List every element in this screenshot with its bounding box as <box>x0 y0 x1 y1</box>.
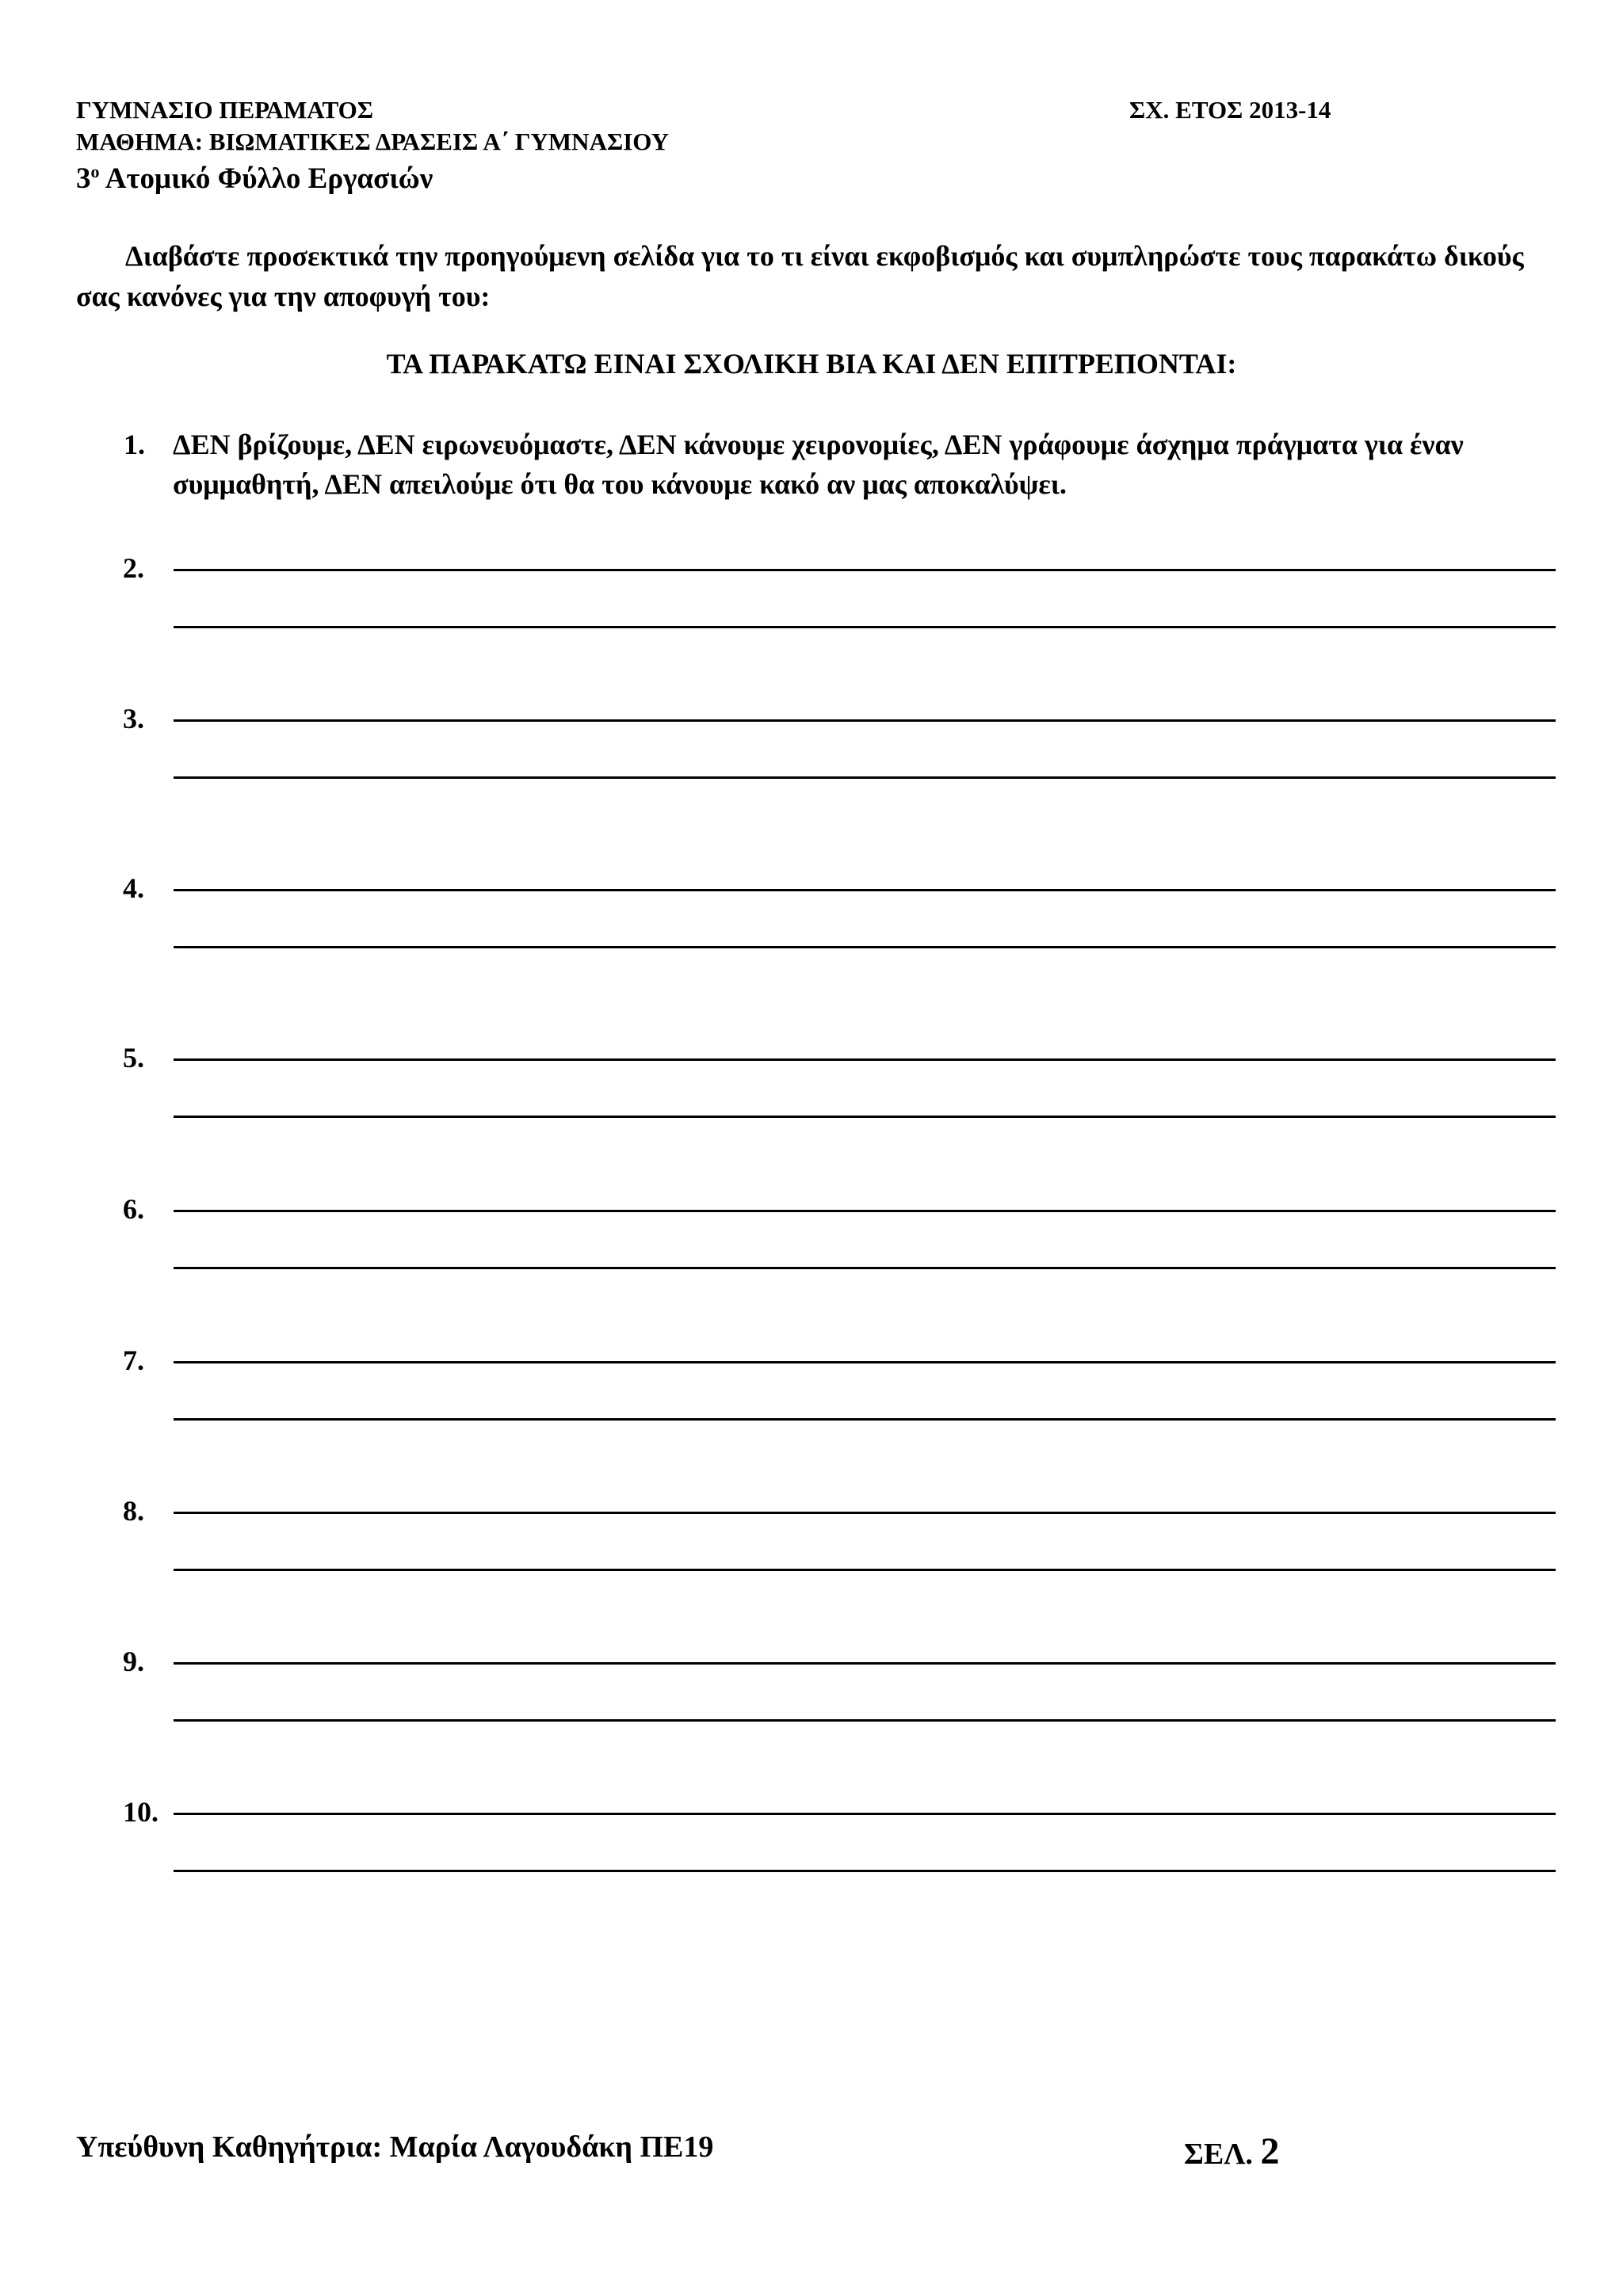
teacher-credit: Υπεύθυνη Καθηγήτρια: Μαρία Λαγουδάκη ΠΕ19 <box>76 2130 714 2164</box>
blank-rule-2[interactable] <box>0 552 1623 664</box>
rule-number: 6. <box>123 1193 144 1225</box>
answer-line[interactable] <box>174 1058 1556 1061</box>
instructions-paragraph: Διαβάστε προσεκτικά την προηγούμενη σελίδα για το τι είναι εκφοβισμός και συμπληρώστε τους παρακάτω δικούς σας κανόνες για την αποφυγή του: <box>76 240 1524 312</box>
answer-line[interactable] <box>174 1512 1556 1514</box>
answer-line[interactable] <box>174 1418 1556 1421</box>
answer-line[interactable] <box>174 569 1556 571</box>
sheet-title-text: Ατομικό Φύλλο Εργασιών <box>99 162 433 195</box>
rule-number: 9. <box>123 1646 144 1677</box>
sheet-number: 3 <box>76 162 91 195</box>
rule-number: 5. <box>123 1042 144 1074</box>
blank-rule-3[interactable] <box>0 703 1623 814</box>
page-number <box>1184 2130 1279 2173</box>
rule-number: 1. <box>124 429 145 460</box>
answer-line[interactable] <box>174 889 1556 891</box>
school-name: ΓΥΜΝΑΣΙΟ ΠΕΡΑΜΑΤΟΣ <box>76 96 374 124</box>
answer-line[interactable] <box>174 1210 1556 1212</box>
answer-line[interactable] <box>174 1361 1556 1363</box>
blank-rule-4[interactable] <box>0 872 1623 984</box>
sheet-ordinal: ο <box>90 162 100 181</box>
school-year: ΣΧ. ΕΤΟΣ 2013-14 <box>1129 96 1331 124</box>
blank-rule-7[interactable] <box>0 1344 1623 1456</box>
blank-rule-6[interactable] <box>0 1193 1623 1305</box>
page-label: ΣΕΛ. <box>1184 2138 1261 2171</box>
rule-number: 8. <box>123 1495 144 1527</box>
subject-line: ΜΑΘΗΜΑ: ΒΙΩΜΑΤΙΚΕΣ ΔΡΑΣΕΙΣ Α΄ ΓΥΜΝΑΣΙΟΥ <box>76 128 669 155</box>
answer-line[interactable] <box>174 1116 1556 1118</box>
answer-line[interactable] <box>174 1813 1556 1815</box>
answer-line[interactable] <box>174 776 1556 779</box>
rule-number: 7. <box>123 1344 144 1376</box>
rule-number: 3. <box>123 703 144 734</box>
sheet-title <box>76 162 433 196</box>
answer-line[interactable] <box>174 1870 1556 1872</box>
blank-rule-9[interactable] <box>0 1646 1623 1757</box>
rule-number: 2. <box>123 552 144 584</box>
answer-line[interactable] <box>174 626 1556 628</box>
rule-number: 4. <box>123 872 144 904</box>
rule-text: ΔΕΝ βρίζουμε, ΔΕΝ ειρωνευόμαστε, ΔΕΝ κάνουμε χειρονομίες, ΔΕΝ γράφουμε άσχημα πράγματα για έναν συμμαθητή, ΔΕΝ απειλούμε ότι θα του κάνουμε κακό αν μας αποκαλύψει. <box>173 429 1464 500</box>
answer-line[interactable] <box>174 1719 1556 1722</box>
blank-rule-8[interactable] <box>0 1495 1623 1607</box>
page-number-value: 2 <box>1260 2130 1280 2172</box>
rule-number: 10. <box>123 1796 158 1828</box>
answer-line[interactable] <box>174 1569 1556 1571</box>
blank-rule-5[interactable] <box>0 1042 1623 1154</box>
blank-rule-10[interactable] <box>0 1796 1623 1908</box>
rules-heading: ΤΑ ΠΑΡΑΚΑΤΩ ΕΙΝΑΙ ΣΧΟΛΙΚΗ ΒΙΑ ΚΑΙ ΔΕΝ ΕΠΙΤΡΕΠΟΝΤΑΙ: <box>386 348 1237 379</box>
answer-line[interactable] <box>174 946 1556 948</box>
answer-line[interactable] <box>174 719 1556 722</box>
answer-line[interactable] <box>174 1267 1556 1269</box>
answer-line[interactable] <box>174 1662 1556 1665</box>
